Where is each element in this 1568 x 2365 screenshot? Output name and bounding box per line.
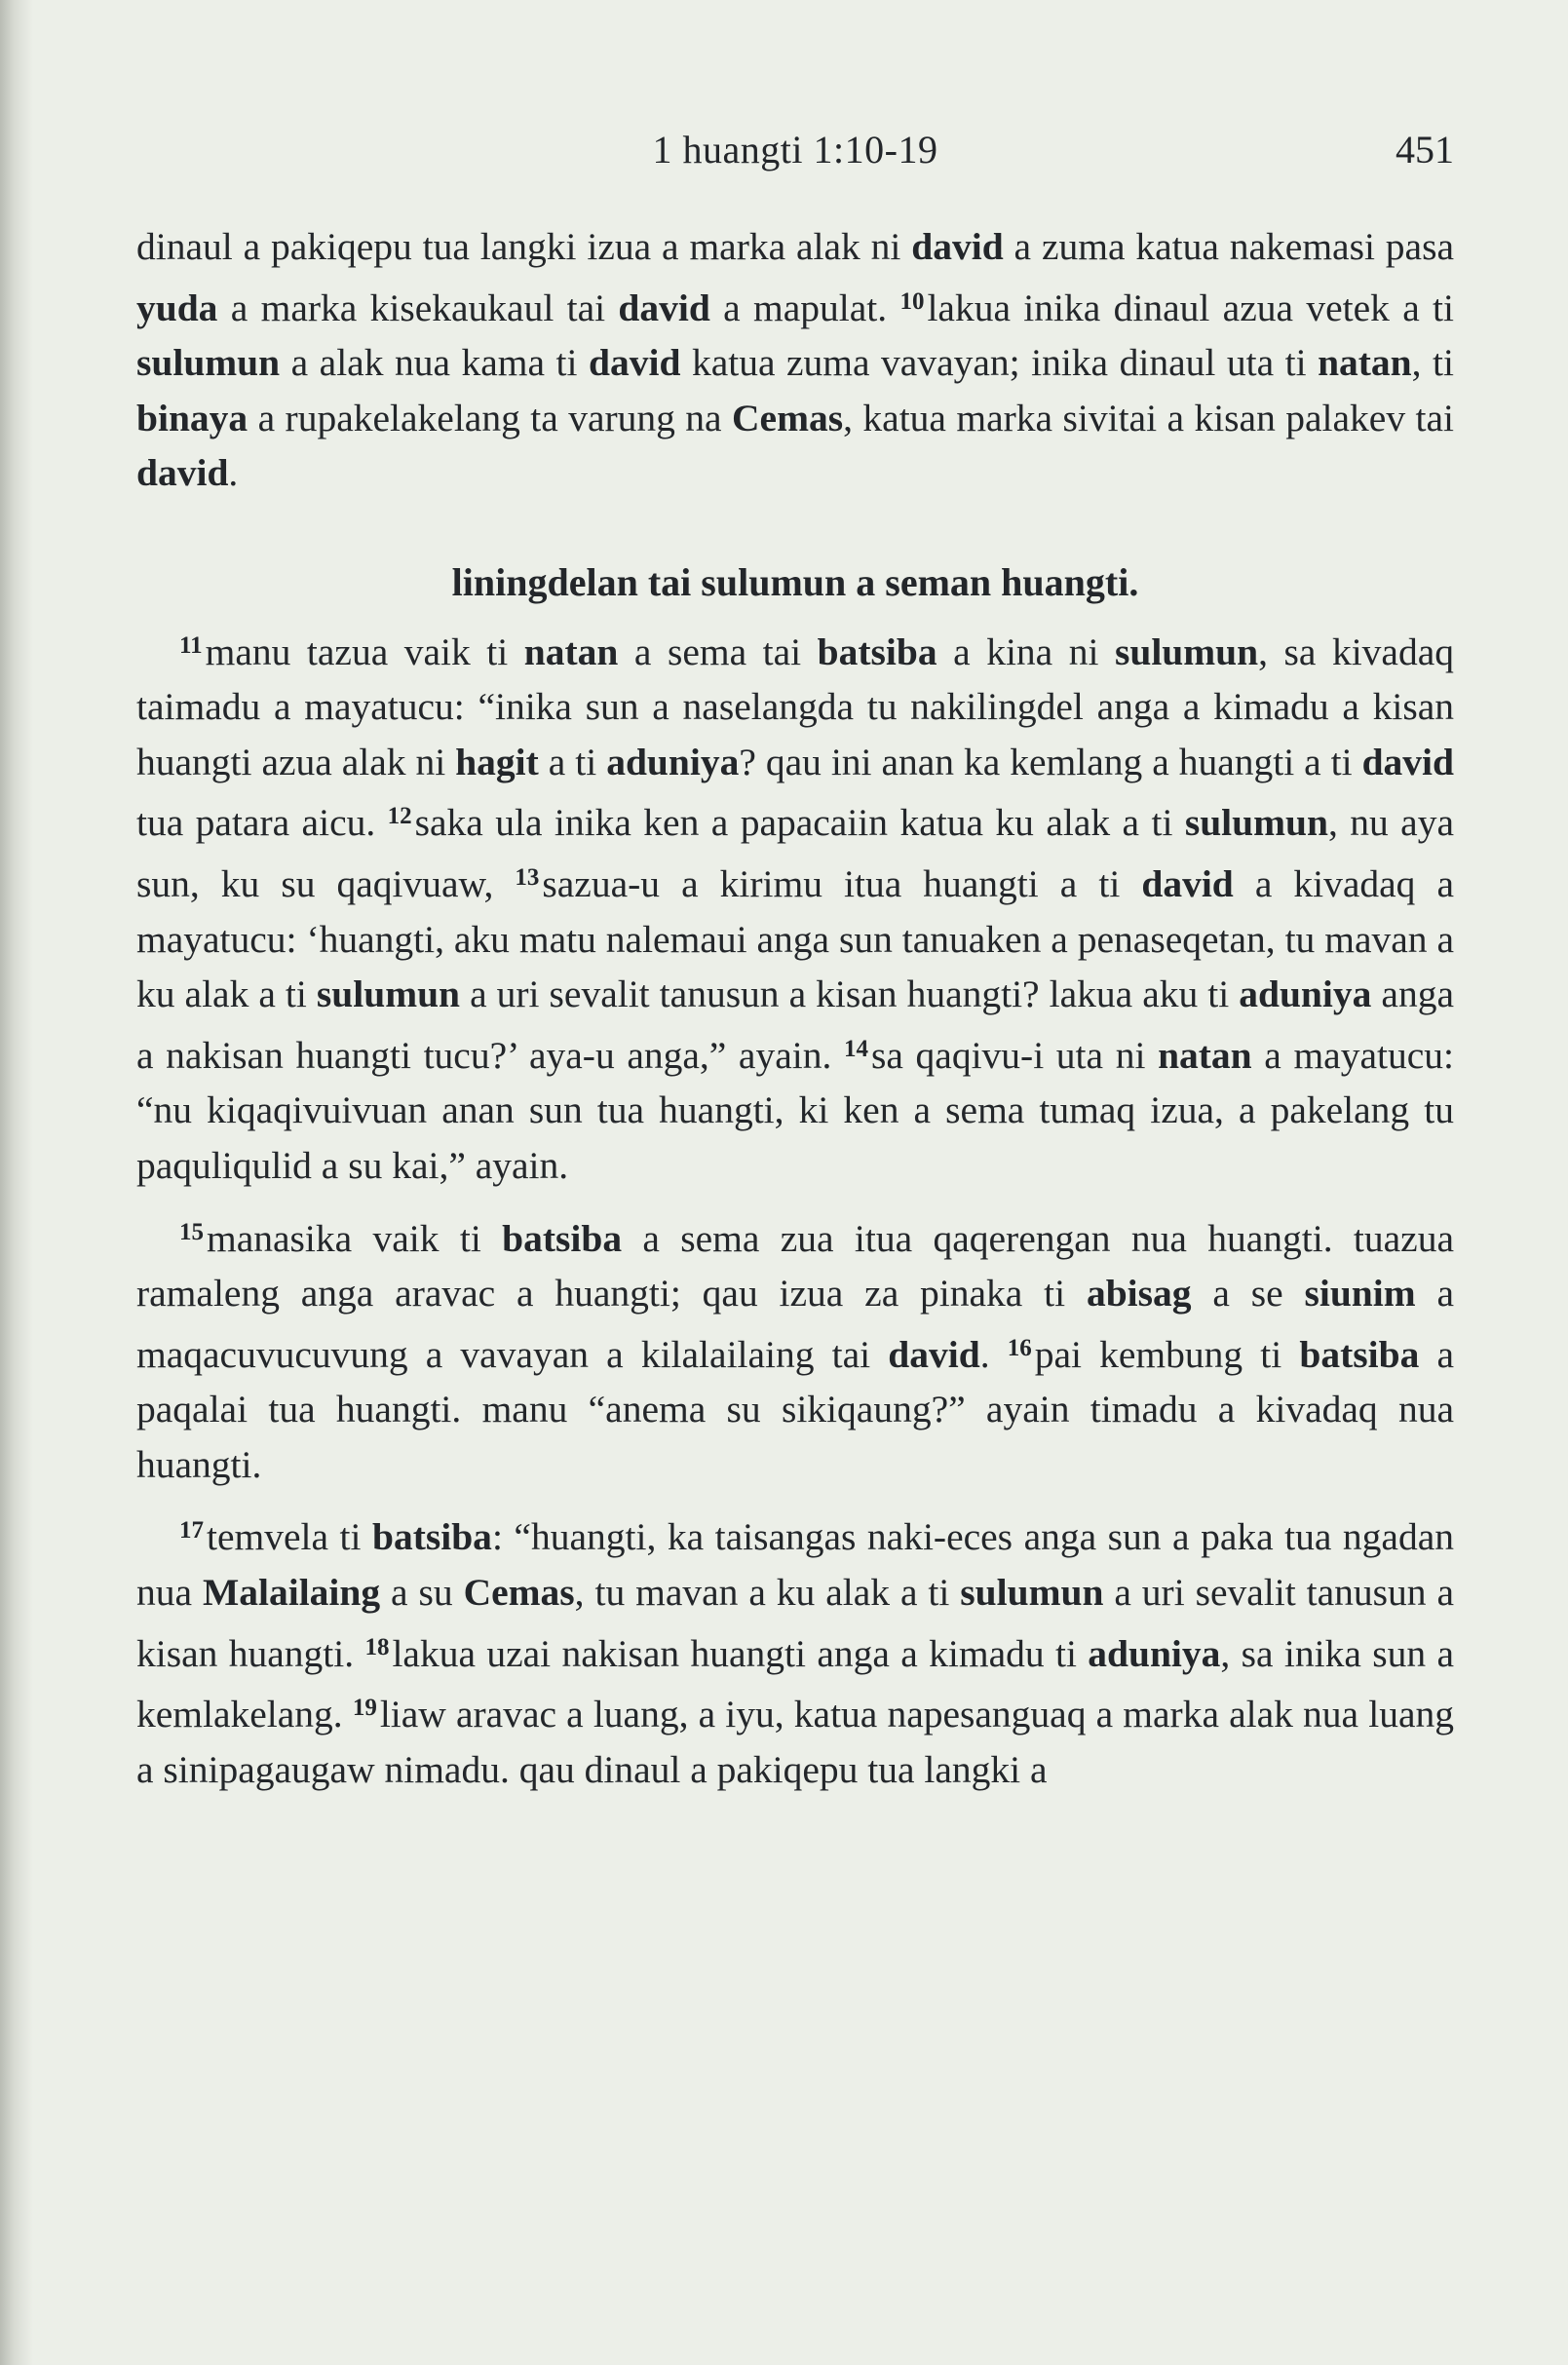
text-run: a uri sevalit tanusun a kisan huangti.	[136, 1571, 1454, 1675]
text-run: tua patara aicu.	[136, 801, 388, 845]
bold-name: david	[911, 225, 1004, 268]
text-run: a maqacuvucuvung a vavayan a kilalailaing tai	[136, 1272, 1455, 1376]
text-run: a sema tai	[618, 629, 818, 673]
bold-name: david	[136, 451, 229, 495]
bold-name: sulumun	[316, 973, 461, 1016]
bold-name: sulumun	[960, 1571, 1104, 1615]
bold-name: david	[888, 1332, 980, 1376]
text-run: a se	[1191, 1272, 1305, 1316]
text-run: : “huangti, ka taisangas naki-eces anga sun a paka tua ngadan nua	[136, 1515, 1454, 1615]
verse-number: 13	[515, 863, 540, 891]
text-run: , sa kivadaq taimadu a mayatucu: “inika sun a naselangda tu nakilingdel anga a kimadu a kisan huangti azua alak ni	[136, 629, 1454, 783]
text-run: dinaul a pakiqepu tua langki izua a marka alak ni	[136, 225, 912, 268]
verse-number: 10	[899, 287, 925, 315]
text-run: , ti	[1411, 341, 1454, 385]
text-run: a mapulat.	[709, 286, 900, 329]
text-run: anga a nakisan huangti tucu?’ aya-u anga,” ayain.	[136, 973, 1454, 1077]
text-run: temvela ti	[207, 1515, 372, 1559]
bold-name: Malailaing	[202, 1571, 381, 1615]
text-run: a mayatucu: “nu kiqaqivuivuan anan sun tua huangti, ki ken a sema tumaq izua, a pakelang tu paquliqulid a su kai,” ayain.	[136, 1033, 1454, 1187]
bold-name: Cemas	[463, 1571, 575, 1615]
bold-name: binaya	[136, 396, 249, 439]
paragraph-3	[136, 1205, 1454, 1493]
bold-name: sulumun	[136, 341, 281, 385]
text-run: a ti	[538, 740, 607, 783]
text-run: , katua marka sivitai a kisan palakev tai	[843, 396, 1454, 439]
verse-number: 18	[364, 1633, 390, 1660]
text-run: a marka kisekaukaul tai	[217, 286, 619, 329]
verse-number: 16	[1007, 1334, 1032, 1361]
text-run: , nu aya sun, ku su qaqivuaw,	[136, 801, 1454, 905]
text-run: a su	[380, 1571, 464, 1615]
bold-name: david	[618, 286, 710, 329]
verse-number: 19	[352, 1695, 377, 1722]
bold-name: siunim	[1304, 1272, 1416, 1316]
section-heading: liningdelan tai sulumun a seman huangti.	[451, 559, 1139, 604]
bold-name: batsiba	[817, 629, 937, 673]
bold-name: sulumun	[1184, 801, 1328, 845]
text-run: .	[228, 451, 239, 495]
text-run: a paqalai tua huangti. manu “anema su sikiqaung?” ayain timadu a kivadaq nua huangti.	[136, 1332, 1455, 1486]
text-run: a kivadaq a mayatucu: ‘huangti, aku matu nalemaui anga sun tanuaken a penaseqetan, tu mavan a ku alak a ti	[136, 861, 1454, 1016]
bold-name: david	[1141, 861, 1234, 905]
text-run: a alak nua kama ti	[280, 341, 590, 385]
bold-name: batsiba	[1299, 1332, 1420, 1376]
bold-name: batsiba	[372, 1515, 492, 1559]
text-run: manu tazua vaik ti	[205, 629, 524, 673]
text-run: manasika vaik ti	[207, 1216, 503, 1260]
text-run: , sa inika sun a kemlakelang.	[136, 1631, 1455, 1736]
bold-name: abisag	[1086, 1272, 1192, 1316]
verse-number: 14	[844, 1035, 868, 1062]
running-head: 1 huangti 1:10-19	[652, 128, 938, 172]
text-run: a uri sevalit tanusun a kisan huangti? lakua aku ti	[460, 973, 1240, 1016]
text-run: sa qaqivu-i uta ni	[871, 1033, 1159, 1077]
text-run: a sema zua itua qaqerengan nua huangti. tuazua ramaleng anga aravac a huangti; qau izua za pinaka ti	[136, 1216, 1454, 1316]
body-text	[136, 219, 1454, 1797]
bold-name: sulumun	[1114, 629, 1259, 673]
verse-number: 17	[179, 1517, 204, 1545]
bold-name: natan	[1158, 1033, 1252, 1077]
bold-name: aduniya	[1239, 973, 1372, 1016]
text-run: ? qau ini anan ka kemlang a huangti a ti	[739, 740, 1362, 783]
text-run: katua zuma vavayan; inika dinaul uta ti	[680, 341, 1319, 385]
text-run: liaw aravac a luang, a iyu, katua napesanguaq a marka alak nua luang a sinipagaugaw nimadu. qau dinaul a pakiqepu tua langki a	[136, 1693, 1454, 1791]
text-run: sazua-u a kirimu itua huangti a ti	[542, 861, 1142, 905]
bold-name: david	[589, 341, 681, 385]
verse-number: 11	[179, 631, 203, 659]
bold-name: aduniya	[606, 740, 740, 783]
text-run: .	[979, 1332, 1008, 1376]
text-run: saka ula inika ken a papacaiin katua ku alak a ti	[414, 801, 1185, 845]
bold-name: batsiba	[502, 1216, 623, 1260]
bold-name: yuda	[136, 286, 218, 329]
page-number: 451	[1396, 128, 1454, 172]
verse-number: 15	[179, 1218, 204, 1245]
verse-number: 12	[387, 803, 412, 830]
text-run: lakua uzai nakisan huangti anga a kimadu ti	[392, 1631, 1089, 1675]
text-run: a zuma katua nakemasi pasa	[1003, 225, 1454, 268]
text-run: a rupakelakelang ta varung na	[248, 396, 733, 439]
text-run: , tu mavan a ku alak a ti	[574, 1571, 961, 1615]
bold-name: natan	[523, 629, 619, 673]
paragraph-1	[136, 219, 1454, 501]
bold-name: aduniya	[1088, 1631, 1221, 1675]
bold-name: david	[1361, 740, 1454, 783]
bold-name: Cemas	[732, 396, 844, 439]
text-run: pai kembung ti	[1034, 1332, 1300, 1376]
text-run: lakua inika dinaul azua vetek a ti	[927, 286, 1454, 329]
text-run: a kina ni	[937, 629, 1115, 673]
paragraph-2	[136, 619, 1454, 1194]
paragraph-4	[136, 1504, 1454, 1797]
bold-name: natan	[1318, 341, 1412, 385]
bold-name: hagit	[455, 740, 539, 783]
page-header	[136, 127, 1454, 185]
page-edge-shadow	[0, 0, 33, 2365]
